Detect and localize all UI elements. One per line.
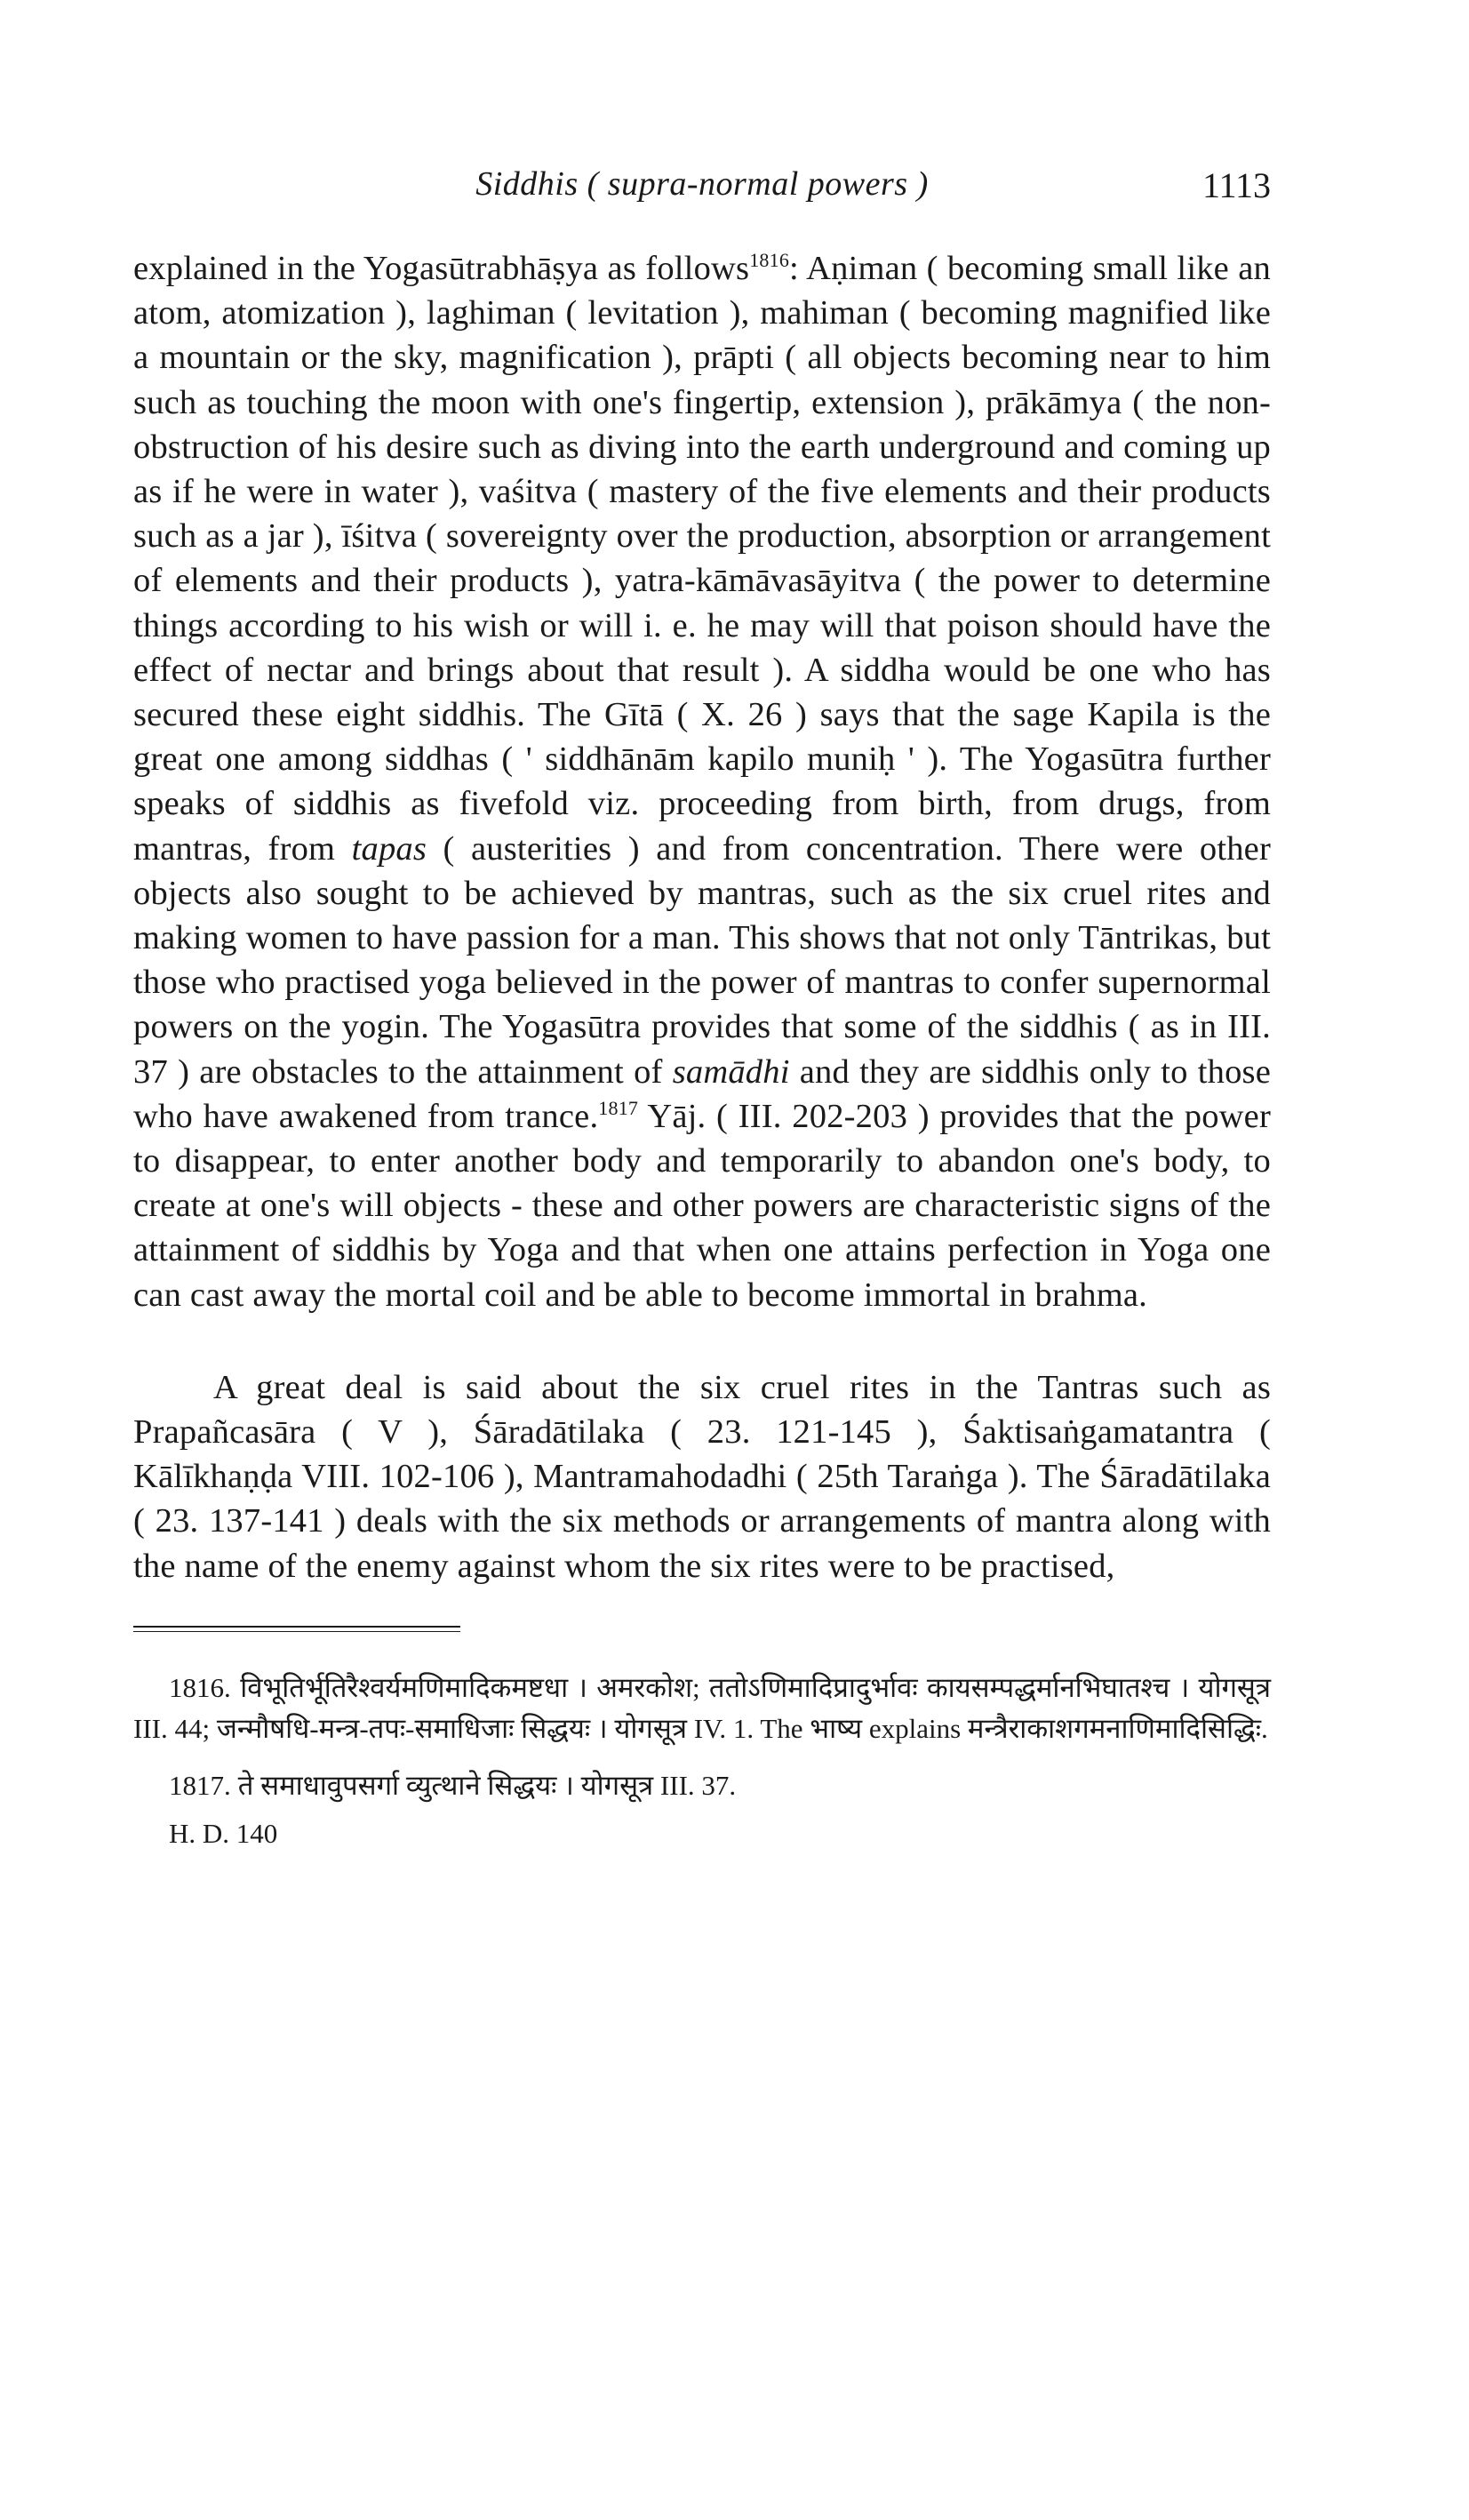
footnotes [133, 1668, 1271, 1854]
paragraph-text: Yāj. ( III. 202-203 ) provides that the power to disappear, to enter another body and temporarily to abandon one's body, to create at one's will objects - these and other powers are characteristic signs of the attainment of siddhis by Yoga and that when one attains perfection in Yoga one can cast away the mortal coil and be able to become immortal in brahma. [133, 1097, 1271, 1314]
footnote-ref-1816[interactable]: 1816 [749, 249, 790, 272]
page-number: 1113 [1202, 165, 1271, 205]
page [133, 164, 1271, 1854]
paragraph-text: explained in the Yogasūtrabhāṣya as follows [133, 250, 750, 287]
footnote-1816 [133, 1668, 1271, 1749]
running-head [133, 164, 1271, 218]
paragraph-text: and they are siddhis only to those who have awakened from trance. [133, 1052, 1272, 1135]
body-paragraph-1 [133, 246, 1271, 1317]
footnote-number: 1817. [169, 1769, 231, 1801]
paragraph-text: ( austerities ) and from concentration. There were other objects also sought to be achieved by mantras, such as the six cruel rites and making women to have passion for a man. This shows that not only Tāntrikas, but those who practised yoga believed in the power of mantras to confer supernormal powers on the yogin. The Yogasūtra provides that some of the siddhis ( as in III. 37 ) are obstacles to the attainment of [133, 829, 1271, 1091]
footnote-1817 [133, 1765, 1271, 1806]
footnote-ref-1817[interactable]: 1817 [598, 1097, 639, 1120]
italic-term: samādhi [672, 1052, 790, 1091]
italic-term: tapas [351, 829, 427, 868]
body-paragraph-2: A great deal is said about the six cruel rites in the Tantras such as Prapañcasāra ( V ), Śāradātilaka ( 23. 121-145 ), Śaktisaṅgamatantra ( Kālīkhaṇḍa VIII. 102-106 ), Mantramahodadhi ( 25th Taraṅga ). The Śāradātilaka ( 23. 137-141 ) deals with the six methods or arrangements of mantra along with the name of the enemy against whom the six rites were to be practised, [133, 1368, 1271, 1585]
printer-signature: H. D. 140 [169, 1817, 278, 1849]
running-title: Siddhis ( supra-normal powers ) [475, 165, 929, 203]
footnote-divider [133, 1626, 460, 1632]
paragraph-text: : Aṇiman ( becoming small like an atom, atomization ), laghiman ( levitation ), mahiman ( becoming magnified like a mountain or the sky, magnification ), prāpti ( all objects becoming near to him such as touching the moon with one's fingertip, extension ), prākāmya ( the non-obstruction of his desire such as diving into the earth underground and coming up as if he were in water ), vaśitva ( mastery of the five elements and their products such as a jar ), īśitva ( sovereignty over the production, absorption or arrangement of elements and their products ), yatra-kāmāvasāyitva ( the power to determine things according to his wish or will i. e. he may will that poison should have the effect of nectar and brings about that result ). A siddha would be one who has secured these eight siddhis. The Gītā ( X. 26 ) says that the sage Kapila is the great one among siddhas ( ' siddhānām kapilo muniḥ ' ). The Yogasūtra further speaks of siddhis as fivefold viz. proceeding from birth, from drugs, from mantras, from [133, 250, 1272, 868]
footnote-text: ते समाधावुपसर्गा व्युत्थाने सिद्धयः । योगसूत्र III. 37. [237, 1769, 737, 1801]
footnote-text: विभूतिर्भूतिरैश्वर्यमणिमादिकमष्टधा । अमरकोश; ततोऽणिमादिप्रादुर्भावः कायसम्पद्धर्मानभिघातश्च । योगसूत्र III. 44; जन्मौषधि-मन्त्र-तपः-समाधिजाः सिद्धयः । योगसूत्र IV. 1. The भाष्य explains मन्त्रैराकाशगमनाणिमादिसिद्धिः. [133, 1671, 1272, 1744]
footnote-number: 1816. [169, 1671, 231, 1703]
